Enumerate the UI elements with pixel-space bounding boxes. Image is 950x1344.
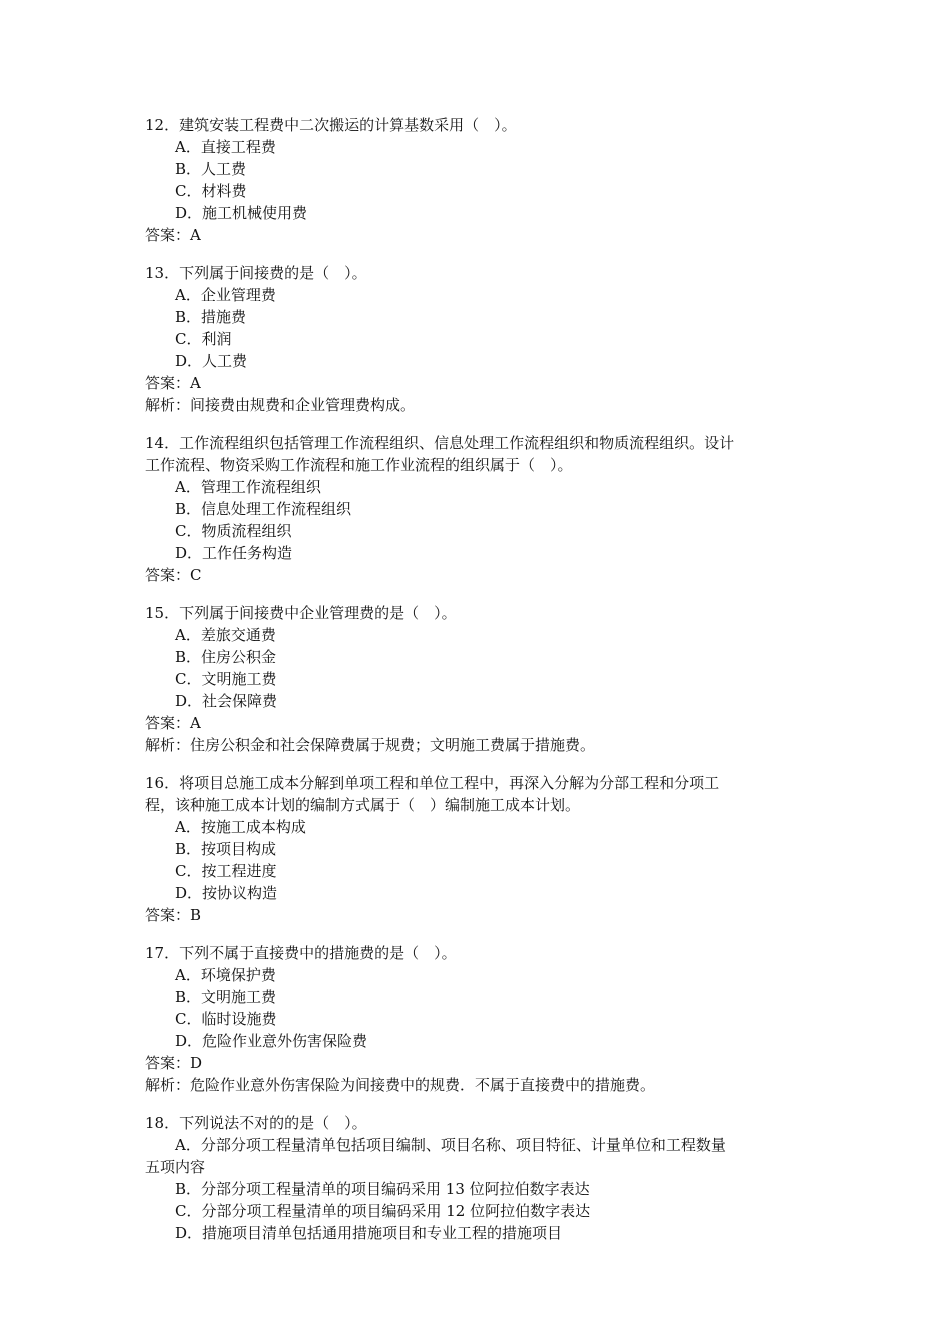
question-block bbox=[0, 262, 950, 416]
answer-line: 答案：C bbox=[145, 566, 202, 584]
document-body bbox=[0, 114, 950, 1244]
answer-option: D．按协议构造 bbox=[175, 884, 278, 902]
question-stem: 程，该种施工成本计划的编制方式属于（ ）编制施工成本计划。 bbox=[145, 796, 581, 814]
question-spacer bbox=[0, 246, 950, 262]
answer-option: C．物质流程组织 bbox=[175, 522, 292, 540]
question-stem: 12．建筑安装工程费中二次搬运的计算基数采用（ ）。 bbox=[145, 116, 517, 134]
question-stem: 18．下列说法不对的的是（ ）。 bbox=[145, 1114, 367, 1132]
answer-option: C．按工程进度 bbox=[175, 862, 277, 880]
question-block bbox=[0, 602, 950, 756]
answer-line: 答案：A bbox=[145, 714, 201, 732]
answer-option: B．分部分项工程量清单的项目编码采用 13 位阿拉伯数字表达 bbox=[175, 1180, 590, 1198]
answer-option: A．差旅交通费 bbox=[175, 626, 276, 644]
question-spacer bbox=[0, 1096, 950, 1112]
answer-option: A．环境保护费 bbox=[175, 966, 276, 984]
answer-option: C．材料费 bbox=[175, 182, 247, 200]
question-stem: 17．下列不属于直接费中的措施费的是（ ）。 bbox=[145, 944, 457, 962]
answer-option: A．企业管理费 bbox=[175, 286, 276, 304]
question-block bbox=[0, 1112, 950, 1244]
answer-option: A．管理工作流程组织 bbox=[175, 478, 321, 496]
answer-option: D．工作任务构造 bbox=[175, 544, 293, 562]
answer-option: C．文明施工费 bbox=[175, 670, 277, 688]
answer-line: 答案：D bbox=[145, 1054, 203, 1072]
answer-option: C．分部分项工程量清单的项目编码采用 12 位阿拉伯数字表达 bbox=[175, 1202, 591, 1220]
answer-option: D．社会保障费 bbox=[175, 692, 278, 710]
answer-option: D．措施项目清单包括通用措施项目和专业工程的措施项目 bbox=[175, 1224, 563, 1242]
answer-option: B．人工费 bbox=[175, 160, 247, 178]
answer-option-continuation: 五项内容 bbox=[145, 1158, 206, 1176]
question-spacer bbox=[0, 416, 950, 432]
analysis-line: 解析：危险作业意外伤害保险为间接费中的规费．不属于直接费中的措施费。 bbox=[145, 1076, 656, 1094]
question-spacer bbox=[0, 926, 950, 942]
answer-line: 答案：A bbox=[145, 226, 201, 244]
answer-option: B．信息处理工作流程组织 bbox=[175, 500, 352, 518]
question-block bbox=[0, 772, 950, 926]
answer-option: B．措施费 bbox=[175, 308, 247, 326]
answer-option: C．利润 bbox=[175, 330, 232, 348]
analysis-line: 解析：住房公积金和社会保障费属于规费；文明施工费属于措施费。 bbox=[145, 736, 596, 754]
answer-option: A．直接工程费 bbox=[175, 138, 276, 156]
answer-option: B．住房公积金 bbox=[175, 648, 277, 666]
answer-line: 答案：A bbox=[145, 374, 201, 392]
question-stem: 16．将项目总施工成本分解到单项工程和单位工程中，再深入分解为分部工程和分项工 bbox=[145, 774, 720, 792]
question-block bbox=[0, 942, 950, 1096]
answer-option: B．文明施工费 bbox=[175, 988, 277, 1006]
answer-option: C．临时设施费 bbox=[175, 1010, 277, 1028]
answer-option: D．人工费 bbox=[175, 352, 248, 370]
question-stem: 15．下列属于间接费中企业管理费的是（ ）。 bbox=[145, 604, 457, 622]
question-stem: 工作流程、物资采购工作流程和施工作业流程的组织属于（ ）。 bbox=[145, 456, 573, 474]
answer-option: A．分部分项工程量清单包括项目编制、项目名称、项目特征、计量单位和工程数量 bbox=[175, 1136, 726, 1154]
question-block bbox=[0, 432, 950, 586]
answer-option: D．危险作业意外伤害保险费 bbox=[175, 1032, 368, 1050]
answer-option: A．按施工成本构成 bbox=[175, 818, 306, 836]
question-spacer bbox=[0, 586, 950, 602]
question-stem: 14．工作流程组织包括管理工作流程组织、信息处理工作流程组织和物质流程组织。设计 bbox=[145, 434, 735, 452]
question-stem: 13．下列属于间接费的是（ ）。 bbox=[145, 264, 367, 282]
analysis-line: 解析：间接费由规费和企业管理费构成。 bbox=[145, 396, 416, 414]
question-block bbox=[0, 114, 950, 246]
answer-option: B．按项目构成 bbox=[175, 840, 277, 858]
answer-line: 答案：B bbox=[145, 906, 202, 924]
question-spacer bbox=[0, 756, 950, 772]
answer-option: D．施工机械使用费 bbox=[175, 204, 308, 222]
